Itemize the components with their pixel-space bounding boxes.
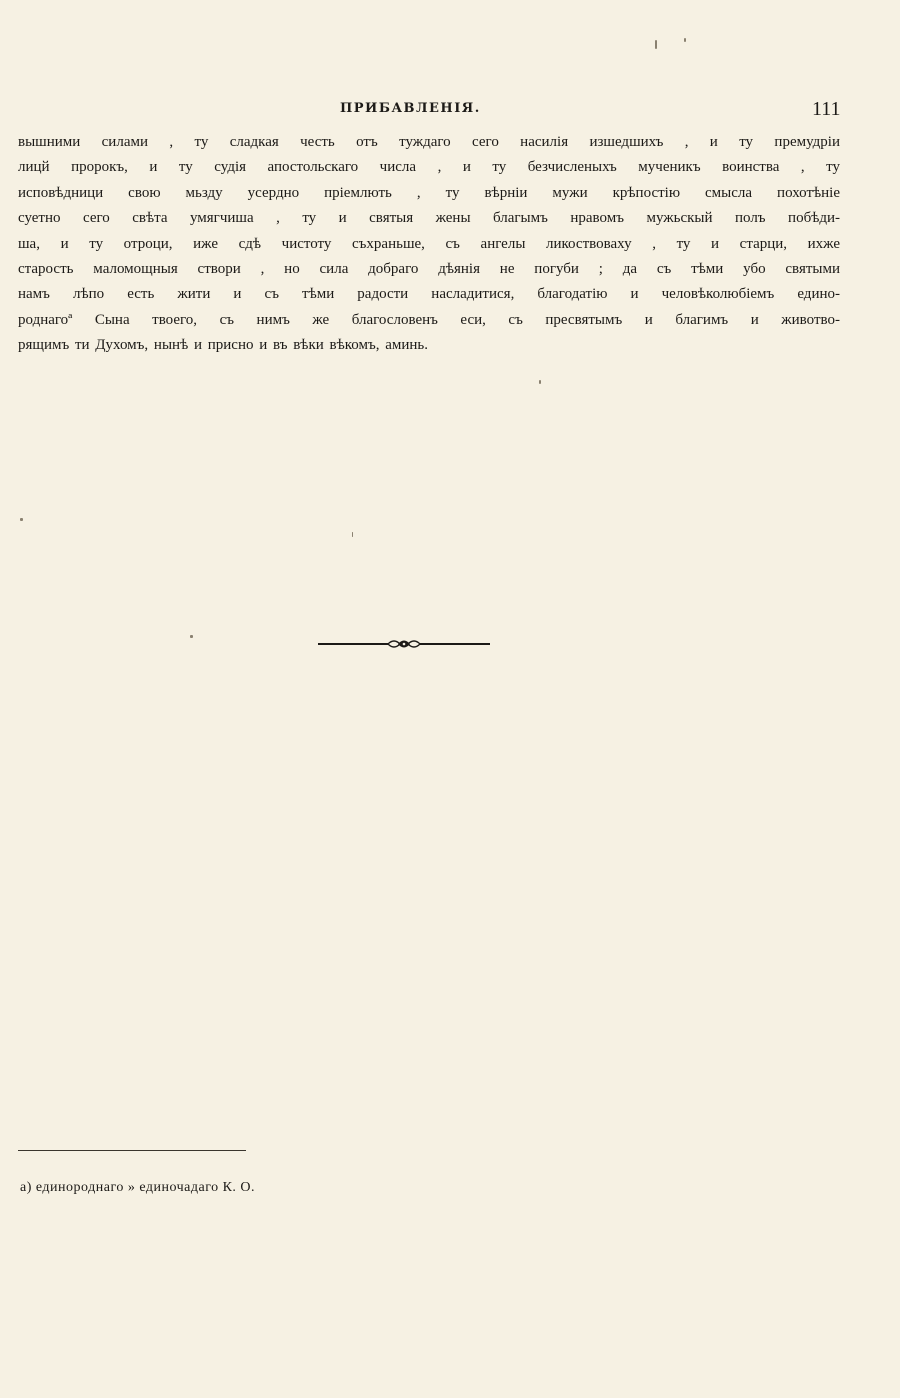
text-line: исповѣдници свою мьзду усердно пріемлють , ту вѣрніи мужи крѣпостію смысла похотѣніе — [18, 184, 840, 201]
text-line-last: рящимъ ти Духомъ, нынѣ и присно и въ вѣки вѣкомъ, аминь. — [18, 337, 429, 354]
text-line: вышними силами , ту сладкая честь отъ туждаго сего насилія изшедшихъ , и ту премудріи — [18, 134, 840, 150]
text-line: намъ лѣпо есть жити и съ тѣми радости насладитися, благодатію и человѣколюбіемъ едино- — [18, 286, 840, 303]
page-number: 111 — [812, 98, 841, 120]
paper-speck — [352, 532, 353, 537]
paper-speck — [20, 518, 23, 521]
running-head: ПРИБАВЛЕНІЯ. — [340, 101, 481, 116]
paper-speck — [655, 40, 657, 49]
text-line: роднагоª Сына твоего, съ нимъ же благословенъ еси, съ пресвятымъ и благимъ и животво- — [18, 311, 840, 328]
text-line: суетно сего свѣта умягчиша , ту и святыя жены благымъ нравомъ мужьскый полъ побѣди- — [18, 210, 840, 227]
paper-speck — [190, 635, 193, 638]
body-text — [18, 130, 840, 359]
ornament-divider-icon — [318, 636, 490, 650]
footnote-rule — [18, 1150, 246, 1151]
footnote: а) единороднаго » единочадаго К. О. — [20, 1180, 256, 1195]
text-line: ша, и ту отроци, иже сдѣ чистоту съхраньше, съ ангелы ликоствоваху , ту и старци, ихже — [18, 235, 840, 252]
text-line: лицй пророкъ, и ту судія апостольскаго числа , и ту безчисленыхъ мученикъ воинства , ту — [18, 159, 840, 176]
paper-speck — [539, 380, 541, 384]
text-line: старость маломощныя створи , но сила добраго дѣянія не погуби ; да съ тѣми убо святыми — [18, 260, 840, 277]
paper-speck — [684, 38, 686, 42]
